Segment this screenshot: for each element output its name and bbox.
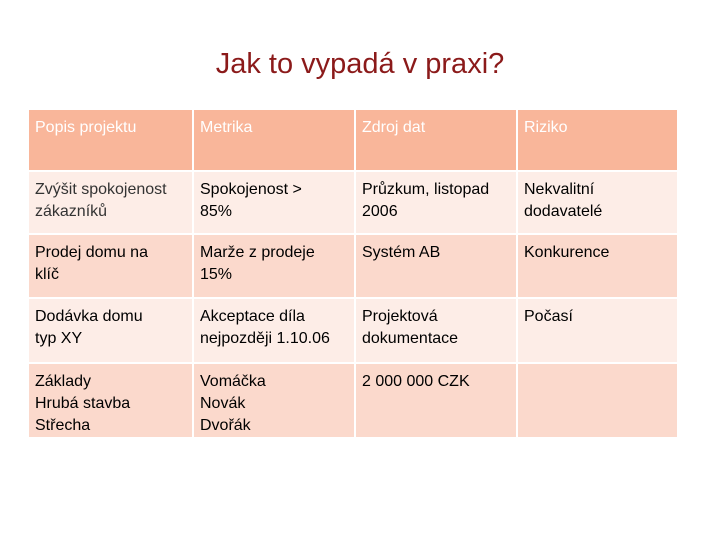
table-cell: Počasí [516,299,677,364]
header-cell-riziko: Riziko [516,110,677,172]
table-cell: Spokojenost > 85% [192,172,354,235]
project-table [29,110,677,439]
table-cell: Akceptace díla nejpozději 1.10.06 [192,299,354,364]
table-row [29,364,677,439]
table-cell: Nekvalitní dodavatelé [516,172,677,235]
table-cell: Průzkum, listopad 2006 [354,172,516,235]
table-cell: Vomáčka Novák Dvořák [192,364,354,439]
table-cell: Základy Hrubá stavba Střecha [29,364,192,439]
table-cell [516,364,677,439]
header-cell-popis-projektu: Popis projektu [29,110,192,172]
page-title: Jak to vypadá v praxi? [215,48,505,80]
table-cell: Konkurence [516,235,677,299]
table-header-row [29,110,677,172]
table-cell: Zvýšit spokojenost zákazníků [29,172,192,235]
table-cell: Projektová dokumentace [354,299,516,364]
table-cell: Dodávka domu typ XY [29,299,192,364]
table-cell: Prodej domu na klíč [29,235,192,299]
header-cell-zdroj-dat: Zdroj dat [354,110,516,172]
table-row [29,172,677,235]
table-cell: Marže z prodeje 15% [192,235,354,299]
header-cell-metrika: Metrika [192,110,354,172]
table-row [29,235,677,299]
table-cell: Systém AB [354,235,516,299]
table-cell: 2 000 000 CZK [354,364,516,439]
table-row [29,299,677,364]
